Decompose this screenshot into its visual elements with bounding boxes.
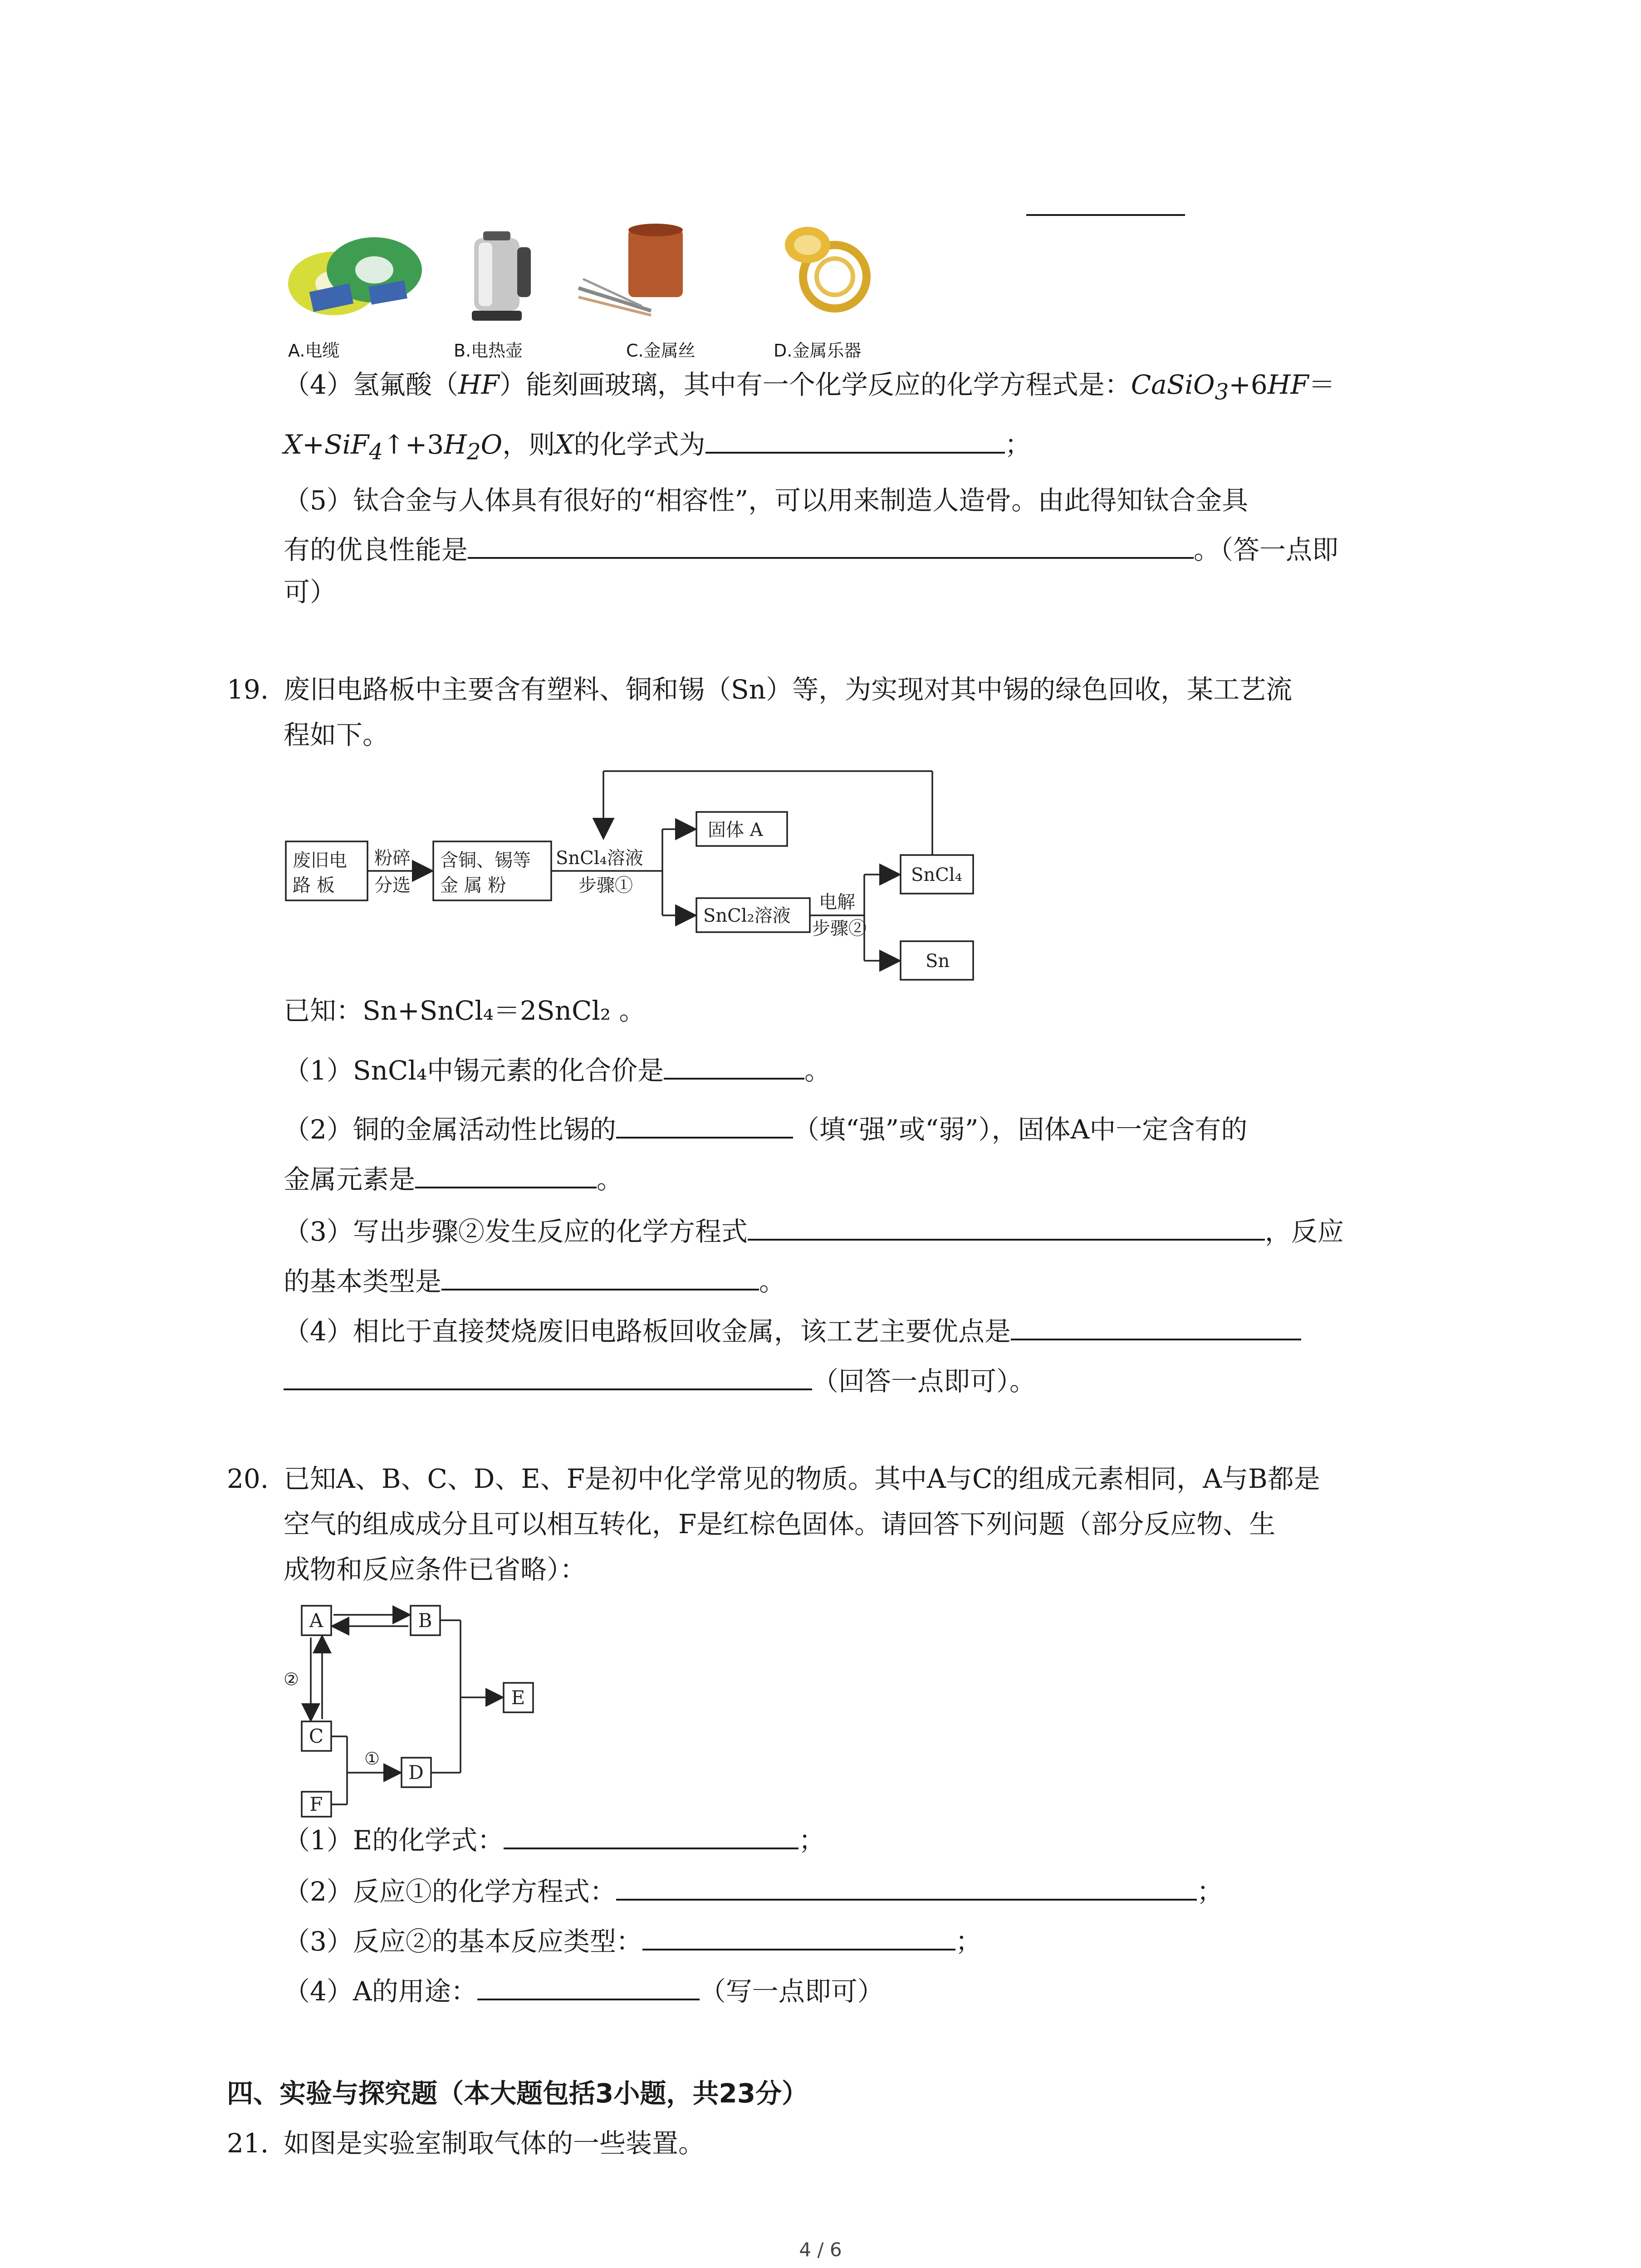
answer-blank-reaction-type[interactable] — [441, 1262, 759, 1290]
node-d: D — [408, 1761, 424, 1784]
flow-box1-line1: 废旧电 — [293, 850, 347, 871]
kettle-image — [458, 225, 540, 324]
flow-box2-line1: 含铜、锡等 — [440, 850, 531, 871]
flow-arrow2-top: SnCl₄溶液 — [556, 848, 643, 869]
flow-sn: Sn — [926, 951, 950, 972]
q19-p2-line2: 金属元素是 。 — [284, 1160, 623, 1198]
caption-c: C.金属丝 — [626, 341, 696, 361]
q19-p1: （1）SnCl₄中锡元素的化合价是 。 — [284, 1051, 831, 1089]
q18-p4-line1: （4）氢氟酸（HF）能刻画玻璃，其中有一个化学反应的化学方程式是：CaSiO$_3$+6HF＝ — [284, 369, 1335, 405]
q18-p4-line2: $X+SiF_4↑+3H_2O$，则X的化学式为 ； — [284, 425, 1031, 470]
page-number: 4 / 6 — [799, 2239, 842, 2261]
answer-blank-activity[interactable] — [616, 1110, 793, 1139]
answer-blank-top[interactable] — [1026, 214, 1185, 216]
q20-number: 20. — [227, 1463, 269, 1494]
caption-a: A.电缆 — [288, 341, 340, 361]
section-4-heading: 四、实验与探究题（本大题包括3小题，共23分） — [227, 2078, 808, 2109]
flow-arrow2-bottom: 步骤① — [578, 875, 633, 896]
caption-b: B.电热壶 — [454, 341, 523, 361]
node-f: F — [309, 1793, 323, 1815]
node-c: C — [309, 1725, 324, 1747]
flow-solid-a: 固体 A — [708, 820, 763, 841]
q19-p3-line1: （3）写出步骤②发生反应的化学方程式 ，反应 — [284, 1212, 1344, 1250]
flow-arrow1-top: 粉碎 — [374, 848, 411, 869]
q20-line2: 空气的组成成分且可以相互转化，F是红棕色固体。请回答下列问题（部分反应物、生 — [284, 1509, 1276, 1540]
answer-blank-equation-step2[interactable] — [748, 1212, 1265, 1241]
node-e: E — [511, 1686, 525, 1709]
flow-box1-line2: 路 板 — [293, 875, 335, 896]
flow-arrow3-bottom: 步骤② — [812, 918, 867, 939]
answer-blank-a-use[interactable] — [477, 1972, 700, 2000]
node-a: A — [309, 1609, 323, 1632]
answer-blank-advantage-2[interactable] — [284, 1362, 812, 1390]
q20-p4: （4）A的用途： （写一点即可） — [284, 1972, 884, 2009]
answer-blank-advantage-1[interactable] — [1011, 1312, 1301, 1340]
q20-p2: （2）反应①的化学方程式： ； — [284, 1872, 1223, 1910]
answer-blank-property[interactable] — [468, 531, 1194, 559]
q19-p2-line1: （2）铜的金属活动性比锡的 （填“强”或“弱”），固体A中一定含有的 — [284, 1110, 1247, 1148]
q19-flowchart — [272, 762, 998, 998]
wire-image — [574, 220, 705, 320]
answer-blank-e-formula[interactable] — [504, 1821, 798, 1849]
q20-p3: （3）反应②的基本反应类型： ； — [284, 1922, 982, 1960]
node-b: B — [418, 1609, 432, 1632]
q20-line3: 成物和反应条件已省略）： — [284, 1554, 587, 1585]
caption-d: D.金属乐器 — [774, 341, 862, 361]
cable-image — [284, 220, 429, 329]
q20-diagram — [281, 1601, 563, 1819]
q18-p5-line2: 有的优良性能是 。（答一点即 — [284, 531, 1338, 568]
q20-line1: 已知A、B、C、D、E、F是初中化学常见的物质。其中A与C的组成元素相同，A与B都是 — [284, 1463, 1320, 1494]
q20-p1: （1）E的化学式： ； — [284, 1821, 825, 1858]
flow-sncl4: SnCl₄ — [911, 865, 962, 885]
flow-sncl2: SnCl₂溶液 — [703, 905, 791, 926]
q19-p4-line2: （回答一点即可）。 — [284, 1362, 1036, 1399]
answer-blank-x[interactable] — [705, 425, 1005, 454]
q21-number: 21. — [227, 2128, 269, 2159]
q18-p5-line1: （5）钛合金与人体具有很好的“相容性”，可以用来制造人造骨。由此得知钛合金具 — [284, 485, 1249, 516]
q18-p5-line3: 可） — [284, 577, 337, 607]
q21-text: 如图是实验室制取气体的一些装置。 — [284, 2128, 705, 2159]
q19-line2: 程如下。 — [284, 719, 389, 750]
q19-p3-line2: 的基本类型是 。 — [284, 1262, 785, 1300]
flow-arrow1-bottom: 分选 — [374, 875, 411, 896]
flow-arrow3-top: 电解 — [819, 892, 855, 913]
q19-known: 已知：Sn+SnCl₄＝2SnCl₂ 。 — [284, 995, 646, 1026]
reaction-2-label: ② — [283, 1669, 299, 1689]
answer-blank-valence[interactable] — [664, 1051, 804, 1080]
answer-blank-metal[interactable] — [415, 1160, 597, 1188]
answer-blank-reaction2-type[interactable] — [642, 1922, 955, 1950]
horn-image — [780, 222, 885, 322]
answer-blank-reaction1[interactable] — [616, 1872, 1197, 1901]
reaction-1-label: ① — [364, 1749, 380, 1769]
q19-line1: 废旧电路板中主要含有塑料、铜和锡（Sn）等，为实现对其中锡的绿色回收，某工艺流 — [284, 674, 1293, 705]
flow-box2-line2: 金 属 粉 — [440, 875, 506, 896]
q19-number: 19. — [227, 674, 269, 705]
q19-p4-line1: （4）相比于直接焚烧废旧电路板回收金属，该工艺主要优点是 — [284, 1312, 1301, 1349]
